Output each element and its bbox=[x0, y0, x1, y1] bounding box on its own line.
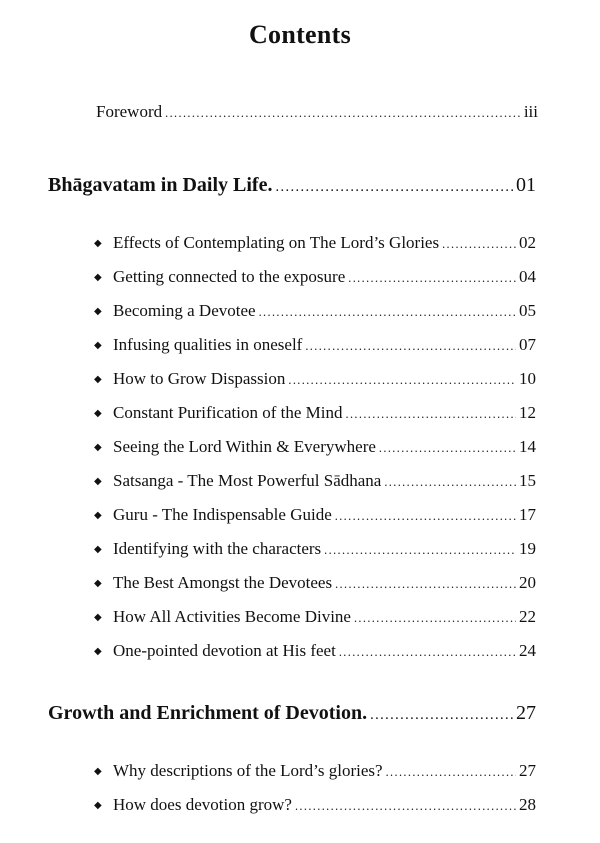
toc-entry[interactable] bbox=[94, 505, 536, 525]
diamond-bullet-icon: ◆ bbox=[94, 374, 102, 385]
toc-page-number: 17 bbox=[519, 505, 536, 524]
dot-leader bbox=[335, 577, 516, 592]
toc-entry[interactable] bbox=[94, 437, 536, 457]
toc-entry-label: Seeing the Lord Within & Everywhere bbox=[113, 437, 376, 456]
toc-entry[interactable] bbox=[94, 267, 536, 287]
toc-entry[interactable] bbox=[94, 369, 536, 389]
toc-page-number: 19 bbox=[519, 539, 536, 558]
dot-leader bbox=[348, 271, 516, 286]
toc-entry-label: Getting connected to the exposure bbox=[113, 267, 346, 286]
toc-page-number: 15 bbox=[519, 471, 536, 490]
diamond-bullet-icon: ◆ bbox=[94, 476, 102, 487]
diamond-bullet-icon: ◆ bbox=[94, 800, 102, 811]
toc-page-number: 04 bbox=[519, 267, 536, 286]
toc-section-heading[interactable] bbox=[48, 702, 536, 725]
diamond-bullet-icon: ◆ bbox=[94, 578, 102, 589]
toc-entry-label: Foreword bbox=[96, 102, 163, 121]
toc-page-number: 10 bbox=[519, 369, 536, 388]
diamond-bullet-icon: ◆ bbox=[94, 272, 102, 283]
dot-leader bbox=[259, 305, 516, 320]
toc-entry[interactable] bbox=[94, 403, 536, 423]
toc-entry-label: Guru - The Indispensable Guide bbox=[113, 505, 332, 524]
toc-page-number: iii bbox=[523, 102, 538, 121]
dot-leader bbox=[288, 373, 516, 388]
toc-entry[interactable] bbox=[94, 471, 536, 491]
toc-entry[interactable] bbox=[94, 233, 536, 253]
toc-entry-label: Why descriptions of the Lord’s glories? bbox=[113, 761, 383, 780]
toc-page-number: 05 bbox=[519, 301, 536, 320]
toc-entry-label: Infusing qualities in oneself bbox=[113, 335, 303, 354]
toc-entry[interactable] bbox=[94, 301, 536, 321]
toc-entry-foreword[interactable] bbox=[96, 102, 538, 122]
dot-leader bbox=[345, 407, 516, 422]
toc-page-number: 22 bbox=[519, 607, 536, 626]
toc-section-heading[interactable] bbox=[48, 174, 536, 197]
toc-page-number: 07 bbox=[519, 335, 536, 354]
diamond-bullet-icon: ◆ bbox=[94, 442, 102, 453]
toc-page-number: 01 bbox=[516, 174, 536, 196]
dot-leader bbox=[386, 765, 516, 780]
toc-entry-label: How does devotion grow? bbox=[113, 795, 292, 814]
toc-entry-label: One-pointed devotion at His feet bbox=[113, 641, 336, 660]
dot-leader bbox=[324, 543, 516, 558]
toc-entry-label: The Best Amongst the Devotees bbox=[113, 573, 333, 592]
diamond-bullet-icon: ◆ bbox=[94, 612, 102, 623]
dot-leader bbox=[339, 645, 516, 660]
toc-page-number: 02 bbox=[519, 233, 536, 252]
dot-leader bbox=[165, 106, 521, 121]
toc-entry-label: How to Grow Dispassion bbox=[113, 369, 286, 388]
toc-section-label: Growth and Enrichment of Devotion. bbox=[48, 702, 368, 724]
dot-leader bbox=[295, 799, 516, 814]
toc-page-number: 20 bbox=[519, 573, 536, 592]
dot-leader bbox=[354, 611, 516, 626]
toc-entry[interactable] bbox=[94, 761, 536, 781]
toc-page-number: 14 bbox=[519, 437, 536, 456]
diamond-bullet-icon: ◆ bbox=[94, 646, 102, 657]
toc-entry[interactable] bbox=[94, 539, 536, 559]
toc-entry[interactable] bbox=[94, 573, 536, 593]
toc-entry-label: Constant Purification of the Mind bbox=[113, 403, 343, 422]
diamond-bullet-icon: ◆ bbox=[94, 408, 102, 419]
toc-entry[interactable] bbox=[94, 607, 536, 627]
toc-entry[interactable] bbox=[94, 335, 536, 355]
toc-page-number: 28 bbox=[519, 795, 536, 814]
dot-leader bbox=[305, 339, 516, 354]
toc-entry-label: Identifying with the characters bbox=[113, 539, 322, 558]
toc-page-number: 12 bbox=[519, 403, 536, 422]
dot-leader bbox=[275, 179, 513, 196]
diamond-bullet-icon: ◆ bbox=[94, 238, 102, 249]
dot-leader bbox=[335, 509, 516, 524]
toc-entry-label: Satsanga - The Most Powerful Sādhana bbox=[113, 471, 382, 490]
dot-leader bbox=[442, 237, 516, 252]
toc-entry[interactable] bbox=[94, 795, 536, 815]
diamond-bullet-icon: ◆ bbox=[94, 510, 102, 521]
page-title: Contents bbox=[248, 20, 352, 49]
toc-page-number: 24 bbox=[519, 641, 536, 660]
dot-leader bbox=[379, 441, 516, 456]
toc-page-number: 27 bbox=[519, 761, 536, 780]
toc-entry-label: How All Activities Become Divine bbox=[113, 607, 351, 626]
diamond-bullet-icon: ◆ bbox=[94, 340, 102, 351]
toc-entry-label: Becoming a Devotee bbox=[113, 301, 256, 320]
toc-entry-label: Effects of Contemplating on The Lord’s Glories bbox=[113, 233, 440, 252]
toc-section-label: Bhāgavatam in Daily Life. bbox=[48, 174, 273, 196]
toc-page-number: 27 bbox=[516, 702, 536, 724]
toc-entry[interactable] bbox=[94, 641, 536, 661]
dot-leader bbox=[370, 707, 513, 724]
diamond-bullet-icon: ◆ bbox=[94, 306, 102, 317]
diamond-bullet-icon: ◆ bbox=[94, 766, 102, 777]
diamond-bullet-icon: ◆ bbox=[94, 544, 102, 555]
dot-leader bbox=[384, 475, 516, 490]
